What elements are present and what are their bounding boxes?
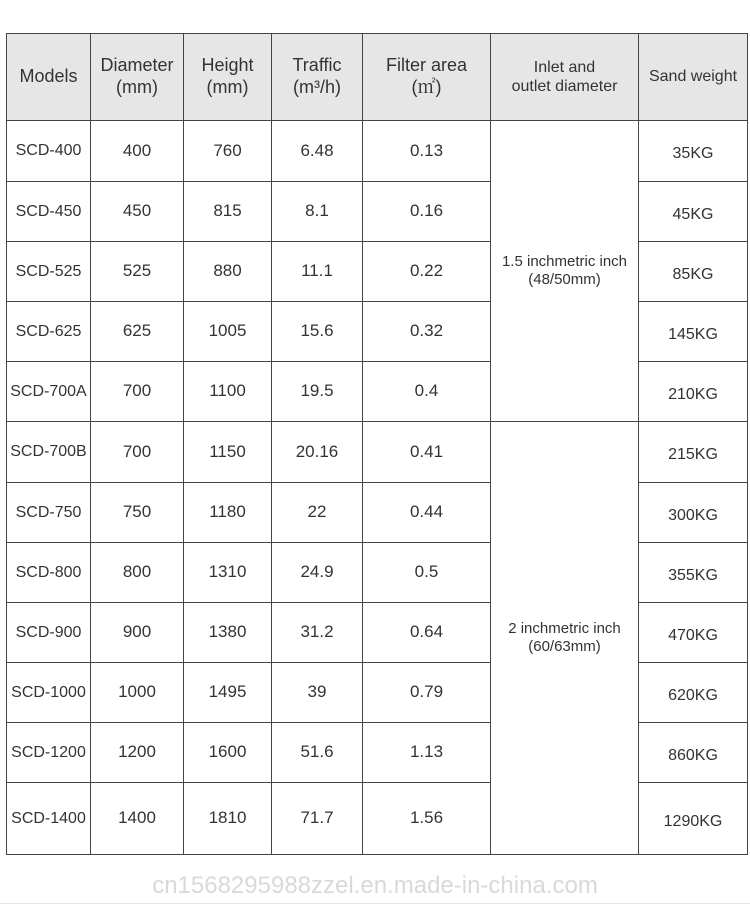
inlet-outlet-line: 1.5 inchmetric inch [501,253,628,270]
cell-sand-weight: 45KG [639,182,748,242]
cell-filter-area: 0.79 [363,663,491,723]
table-row [7,422,748,483]
cell-height: 1150 [184,422,272,483]
cell-height: 760 [184,121,272,182]
bottom-divider [0,903,750,904]
cell-height: 1310 [184,543,272,603]
header-filter-area: Filter area (㎡) [363,34,491,121]
inlet-outlet-line: (60/63mm) [528,638,601,655]
cell-height: 1380 [184,603,272,663]
cell-traffic: 15.6 [272,302,363,362]
cell-traffic: 20.16 [272,422,363,483]
cell-model: SCD-1200 [7,723,91,783]
cell-sand-weight: 355KG [639,543,748,603]
cell-filter-area: 1.56 [363,783,491,855]
cell-filter-area: 0.32 [363,302,491,362]
cell-traffic: 6.48 [272,121,363,182]
cell-inlet-outlet-diameter [491,422,639,855]
cell-diameter: 750 [91,483,184,543]
cell-diameter: 1200 [91,723,184,783]
cell-model: SCD-900 [7,603,91,663]
cell-sand-weight: 860KG [639,723,748,783]
cell-diameter: 625 [91,302,184,362]
header-sand-weight: Sand weight [639,34,748,121]
cell-inlet-outlet-diameter [491,121,639,422]
cell-height: 1810 [184,783,272,855]
cell-sand-weight: 35KG [639,121,748,182]
cell-sand-weight: 470KG [639,603,748,663]
cell-sand-weight: 300KG [639,483,748,543]
inlet-outlet-line: (48/50mm) [528,271,601,288]
cell-diameter: 1000 [91,663,184,723]
cell-diameter: 700 [91,422,184,483]
cell-diameter: 800 [91,543,184,603]
cell-filter-area: 0.4 [363,362,491,422]
cell-model: SCD-1400 [7,783,91,855]
cell-model: SCD-1000 [7,663,91,723]
cell-filter-area: 0.44 [363,483,491,543]
cell-filter-area: 0.22 [363,242,491,302]
cell-sand-weight: 145KG [639,302,748,362]
inlet-outlet-line: 2 inchmetric inch [508,620,621,637]
cell-model: SCD-400 [7,121,91,182]
watermark-text: cn1568295988zzel.en.made-in-china.com [152,872,598,899]
cell-traffic: 8.1 [272,182,363,242]
cell-filter-area: 0.41 [363,422,491,483]
cell-diameter: 700 [91,362,184,422]
cell-diameter: 900 [91,603,184,663]
header-inlet-outlet: Inlet and outlet diameter [491,34,639,121]
cell-traffic: 24.9 [272,543,363,603]
cell-height: 1005 [184,302,272,362]
cell-sand-weight: 620KG [639,663,748,723]
cell-model: SCD-800 [7,543,91,603]
cell-filter-area: 1.13 [363,723,491,783]
cell-sand-weight: 1290KG [639,783,748,855]
cell-filter-area: 0.16 [363,182,491,242]
specification-table [6,33,748,855]
cell-traffic: 22 [272,483,363,543]
cell-traffic: 19.5 [272,362,363,422]
header-height: Height (mm) [184,34,272,121]
cell-model: SCD-700B [7,422,91,483]
cell-sand-weight: 210KG [639,362,748,422]
header-traffic: Traffic (m³/h) [272,34,363,121]
header-models: Models [7,34,91,121]
cell-height: 815 [184,182,272,242]
cell-filter-area: 0.5 [363,543,491,603]
cell-height: 1180 [184,483,272,543]
cell-diameter: 400 [91,121,184,182]
cell-sand-weight: 215KG [639,422,748,483]
cell-traffic: 11.1 [272,242,363,302]
cell-model: SCD-525 [7,242,91,302]
cell-diameter: 525 [91,242,184,302]
cell-height: 1100 [184,362,272,422]
cell-height: 880 [184,242,272,302]
cell-model: SCD-625 [7,302,91,362]
cell-diameter: 450 [91,182,184,242]
header-diameter: Diameter (mm) [91,34,184,121]
cell-filter-area: 0.13 [363,121,491,182]
table-row [7,121,748,182]
cell-model: SCD-700A [7,362,91,422]
cell-height: 1600 [184,723,272,783]
cell-traffic: 31.2 [272,603,363,663]
cell-traffic: 71.7 [272,783,363,855]
cell-diameter: 1400 [91,783,184,855]
cell-sand-weight: 85KG [639,242,748,302]
cell-traffic: 51.6 [272,723,363,783]
header-row [7,34,748,121]
cell-model: SCD-450 [7,182,91,242]
table-body [7,121,748,855]
cell-height: 1495 [184,663,272,723]
cell-traffic: 39 [272,663,363,723]
cell-model: SCD-750 [7,483,91,543]
cell-filter-area: 0.64 [363,603,491,663]
